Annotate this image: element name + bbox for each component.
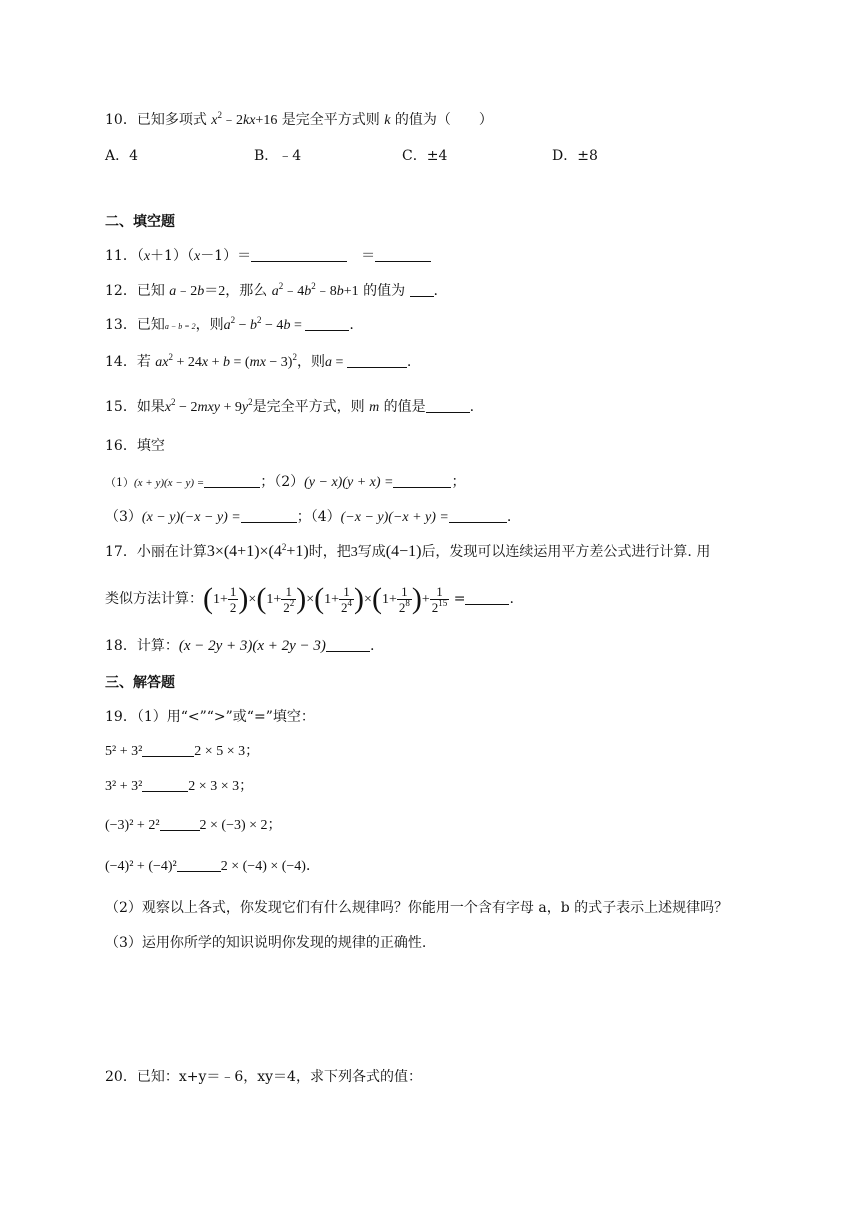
- question-19-row1: 5² + 3² 2 × 5 × 3；: [105, 744, 260, 759]
- question-19-part3: （3）运用你所学的知识说明你发现的规律的正确性.: [105, 935, 427, 951]
- question-19-title: 19．（1）用“<”“>”或“=”填空：: [105, 709, 315, 725]
- answer-blank[interactable]: [449, 508, 507, 523]
- question-17-line2: 类似方法计算：(1+ $\frac{1}{2}$ )×(1+ $\frac{1}{2^2}$ )×(1+ $\frac{1}{2^4}$ )×(1+ $\frac{1}{2^8}$ )+ $\frac{1}{2^{15}}$ = .: [105, 582, 514, 615]
- answer-blank[interactable]: [142, 777, 188, 792]
- question-16-row2: （3）(x − y)(−x − y) = ；（4）(−x − y)(−x + y) = .: [105, 509, 512, 525]
- question-16-row1: （1）(x + y)(x − y) = ；（2）(y − x)(y + x) = ；: [105, 474, 466, 490]
- question-19-row3: (−3)² + 2² 2 × (−3) × 2；: [105, 818, 282, 833]
- question-18: 18．计算：(x − 2y + 3)(x + 2y − 3) .: [105, 638, 375, 654]
- question-15: 15．如果$x^2 - 2mxy + 9y^2$是完全平方式，则 m 的值是 .: [105, 397, 475, 415]
- question-16-title: 16．填空: [105, 438, 165, 454]
- question-14: 14．若 $ax^2 + 24x + b = (mx - 3)^2$，则a = .: [105, 352, 412, 370]
- answer-blank[interactable]: [177, 857, 221, 872]
- question-20: 20．已知：x+y＝﹣6，xy＝4，求下列各式的值：: [105, 1069, 422, 1085]
- answer-blank[interactable]: [160, 816, 200, 831]
- option-c: C．±4: [402, 148, 448, 164]
- section-solve-title: 三、解答题: [105, 675, 175, 691]
- question-13: 13．已知a − b = 2，则$a^2 - b^2 - 4b$ = .: [105, 315, 354, 333]
- answer-blank[interactable]: [393, 473, 451, 488]
- answer-blank[interactable]: [142, 742, 194, 757]
- option-a: A．4: [105, 148, 139, 164]
- question-10: 10．已知多项式 $x^2﹣2kx+16$ 是完全平方式则 k 的值为（ ）: [105, 110, 493, 128]
- answer-blank[interactable]: [204, 473, 260, 488]
- section-fill-in-title: 二、填空题: [105, 214, 175, 230]
- answer-blank[interactable]: [347, 353, 407, 368]
- option-b: B．﹣4: [254, 148, 302, 164]
- answer-blank[interactable]: [375, 247, 431, 262]
- answer-blank[interactable]: [241, 508, 297, 523]
- option-d: D．±8: [552, 148, 598, 164]
- question-17-line1: 17．小丽在计算$3\times(4+1)\times(4^2+1)$时，把3写成(4−1)后，发现可以连续运用平方差公式进行计算. 用: [105, 542, 711, 560]
- question-19-part2: （2）观察以上各式，你发现它们有什么规律吗？你能用一个含有字母 a，b 的式子表示上述规律吗？: [105, 900, 729, 916]
- question-11: 11．（x＋1）（x－1）＝ ＝: [105, 246, 431, 267]
- answer-blank[interactable]: [305, 316, 349, 331]
- question-19-row2: 3² + 3² 2 × 3 × 3；: [105, 779, 254, 794]
- question-12: 12．已知 a﹣2b＝2，那么 $a^2﹣4b^2﹣8b+1$ 的值为 .: [105, 281, 438, 299]
- answer-blank[interactable]: [326, 637, 370, 652]
- answer-blank[interactable]: [426, 398, 470, 413]
- answer-blank[interactable]: [465, 590, 509, 605]
- answer-blank[interactable]: [251, 247, 347, 262]
- answer-blank[interactable]: [410, 282, 434, 297]
- question-19-row4: (−4)² + (−4)² 2 × (−4) × (−4)．: [105, 859, 320, 874]
